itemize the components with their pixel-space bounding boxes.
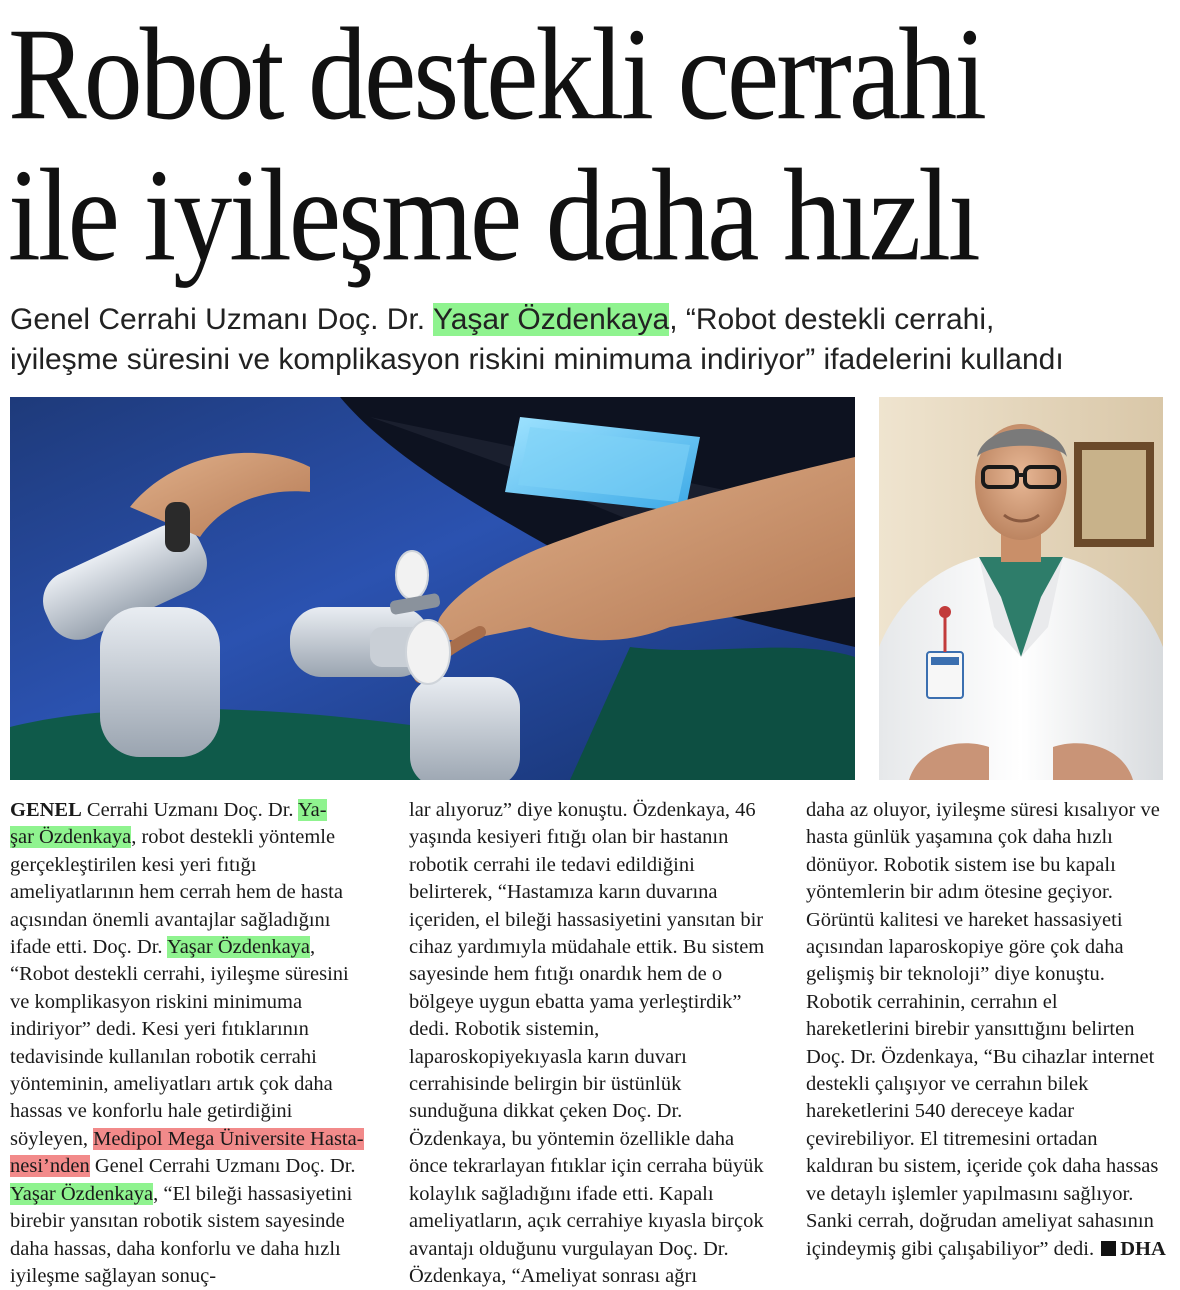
article-column-3 (806, 797, 1166, 1263)
text-run: , robot destekli yöntemle gerçekleştirilen kesi yeri fıtığı ameliyatlarının hem cerrah hem de hasta açısından önemli avantajlar sağladığını ifade etti. Doç. Dr. (10, 826, 343, 959)
text-run: , “El bileği hassasiyetini birebir yansıtan robotik sistem sayesinde daha hassas, daha konforlu ve daha hızlı iyileşme sağlayan sonuç- (10, 1182, 353, 1287)
name-highlight: şar Özdenkaya (10, 826, 132, 849)
end-mark (1101, 1241, 1116, 1256)
text-run: daha az oluyor, iyileşme süresi kısalıyor ve hasta günlük yaşamına çok daha hızlı dönüyor. Robotik sistem ise bu kapalı yöntemlerin bir adım ötesine geçiyor. Görüntü kalitesi ve hareket hassasiyeti açısından laparoskopiye göre çok daha gelişmiş bir teknoloji” diye konuştu. Robotik cerrahinin, cerrahın el hareketlerini birebir yansıttığını belirten Doç. Dr. Özdenkaya, “Bu cihazlar internet destekli çalışıyor ve cerrahın bilek hareketlerini 540 dereceye kadar çevirebiliyor. El titremesini ortadan kaldıran bu sistem, içeride çok daha hassas ve detaylı işlemler yapılmasını sağlıyor. Sanki cerrah, doğrudan ameliyat sahasının içindeymiş gibi çalışabiliyor” dedi. (806, 799, 1160, 1260)
name-highlight: Yaşar Özdenkaya (10, 1182, 154, 1205)
hospital-highlight: Medipol Mega Üniversite Hasta- (93, 1127, 364, 1150)
headline (8, 0, 1178, 289)
main-photo (10, 397, 855, 780)
doctor-portrait-image (879, 397, 1163, 780)
byline: DHA (1120, 1237, 1166, 1260)
article-column-1 (10, 797, 370, 1290)
text-run: Cerrahi Uzmanı Doç. Dr. (81, 799, 298, 821)
deck-text-3: iyileşme süresini ve komplikasyon riskini minimuma indiriyor” ifadelerini kullandı (10, 343, 1064, 376)
deck (10, 300, 1170, 380)
text-run: Genel Cerrahi Uzmanı Doç. Dr. (89, 1155, 356, 1178)
deck-text-2: , “Robot destekli cerrahi, (669, 303, 995, 336)
side-photo (879, 397, 1163, 780)
column-3-text (806, 797, 1166, 1263)
headline-line-1: Robot destekli cerrahi (8, 0, 985, 148)
name-highlight: Yaşar Özdenkaya (166, 936, 311, 959)
deck-text-1: Genel Cerrahi Uzmanı Doç. Dr. (10, 303, 433, 336)
lead-word: GENEL (10, 799, 82, 821)
name-highlight: Ya- (297, 799, 327, 821)
column-1-text (10, 797, 370, 1290)
text-run: , “Robot destekli cerrahi, iyileşme süresini ve komplikasyon riskini minimuma indiriyor” dedi. Kesi yeri fıtıklarının tedavisinde kullanılan robotik cerrahi yönteminin, ameliyatları artık çok daha hassas ve konforlu hale getirdiğini söyleyen, (10, 936, 349, 1150)
deck-name-highlight: Yaşar Özdenkaya (432, 303, 670, 336)
article-column-2 (409, 797, 769, 1290)
hospital-highlight: nesi’nden (10, 1155, 90, 1178)
column-2-text: lar alıyoruz” diye konuştu. Özdenkaya, 46 yaşında kesiyeri fıtığı olan bir hastanın robotik cerrahi ile tedavi edildiğini belirterek, “Hastamıza karın duvarına içeriden, el bileği hassasiyetini yansıtan bir cihaz yardımıyla müdahale ettik. Bu sistem sayesinde hem fıtığı onardık hem de o bölgeye uygun ebatta yama yerleştirdik” dedi. Robotik sistemin, laparoskopiyekıyasla karın duvarı cerrahisinde belirgin bir üstünlük sunduğuna dikkat çeken Doç. Dr. Özdenkaya, bu yöntemin özellikle daha önce tekrarlayan fıtıklar için cerraha büyük kolaylık sağladığını ifade etti. Kapalı ameliyatların, açık cerrahiye kıyasla birçok avantajı olduğunu vurgulayan Doç. Dr. Özdenkaya, “Ameliyat sonrası ağrı (409, 799, 765, 1287)
headline-line-2: ile iyileşme daha hızlı (8, 141, 978, 289)
robotic-surgery-image (10, 397, 855, 780)
